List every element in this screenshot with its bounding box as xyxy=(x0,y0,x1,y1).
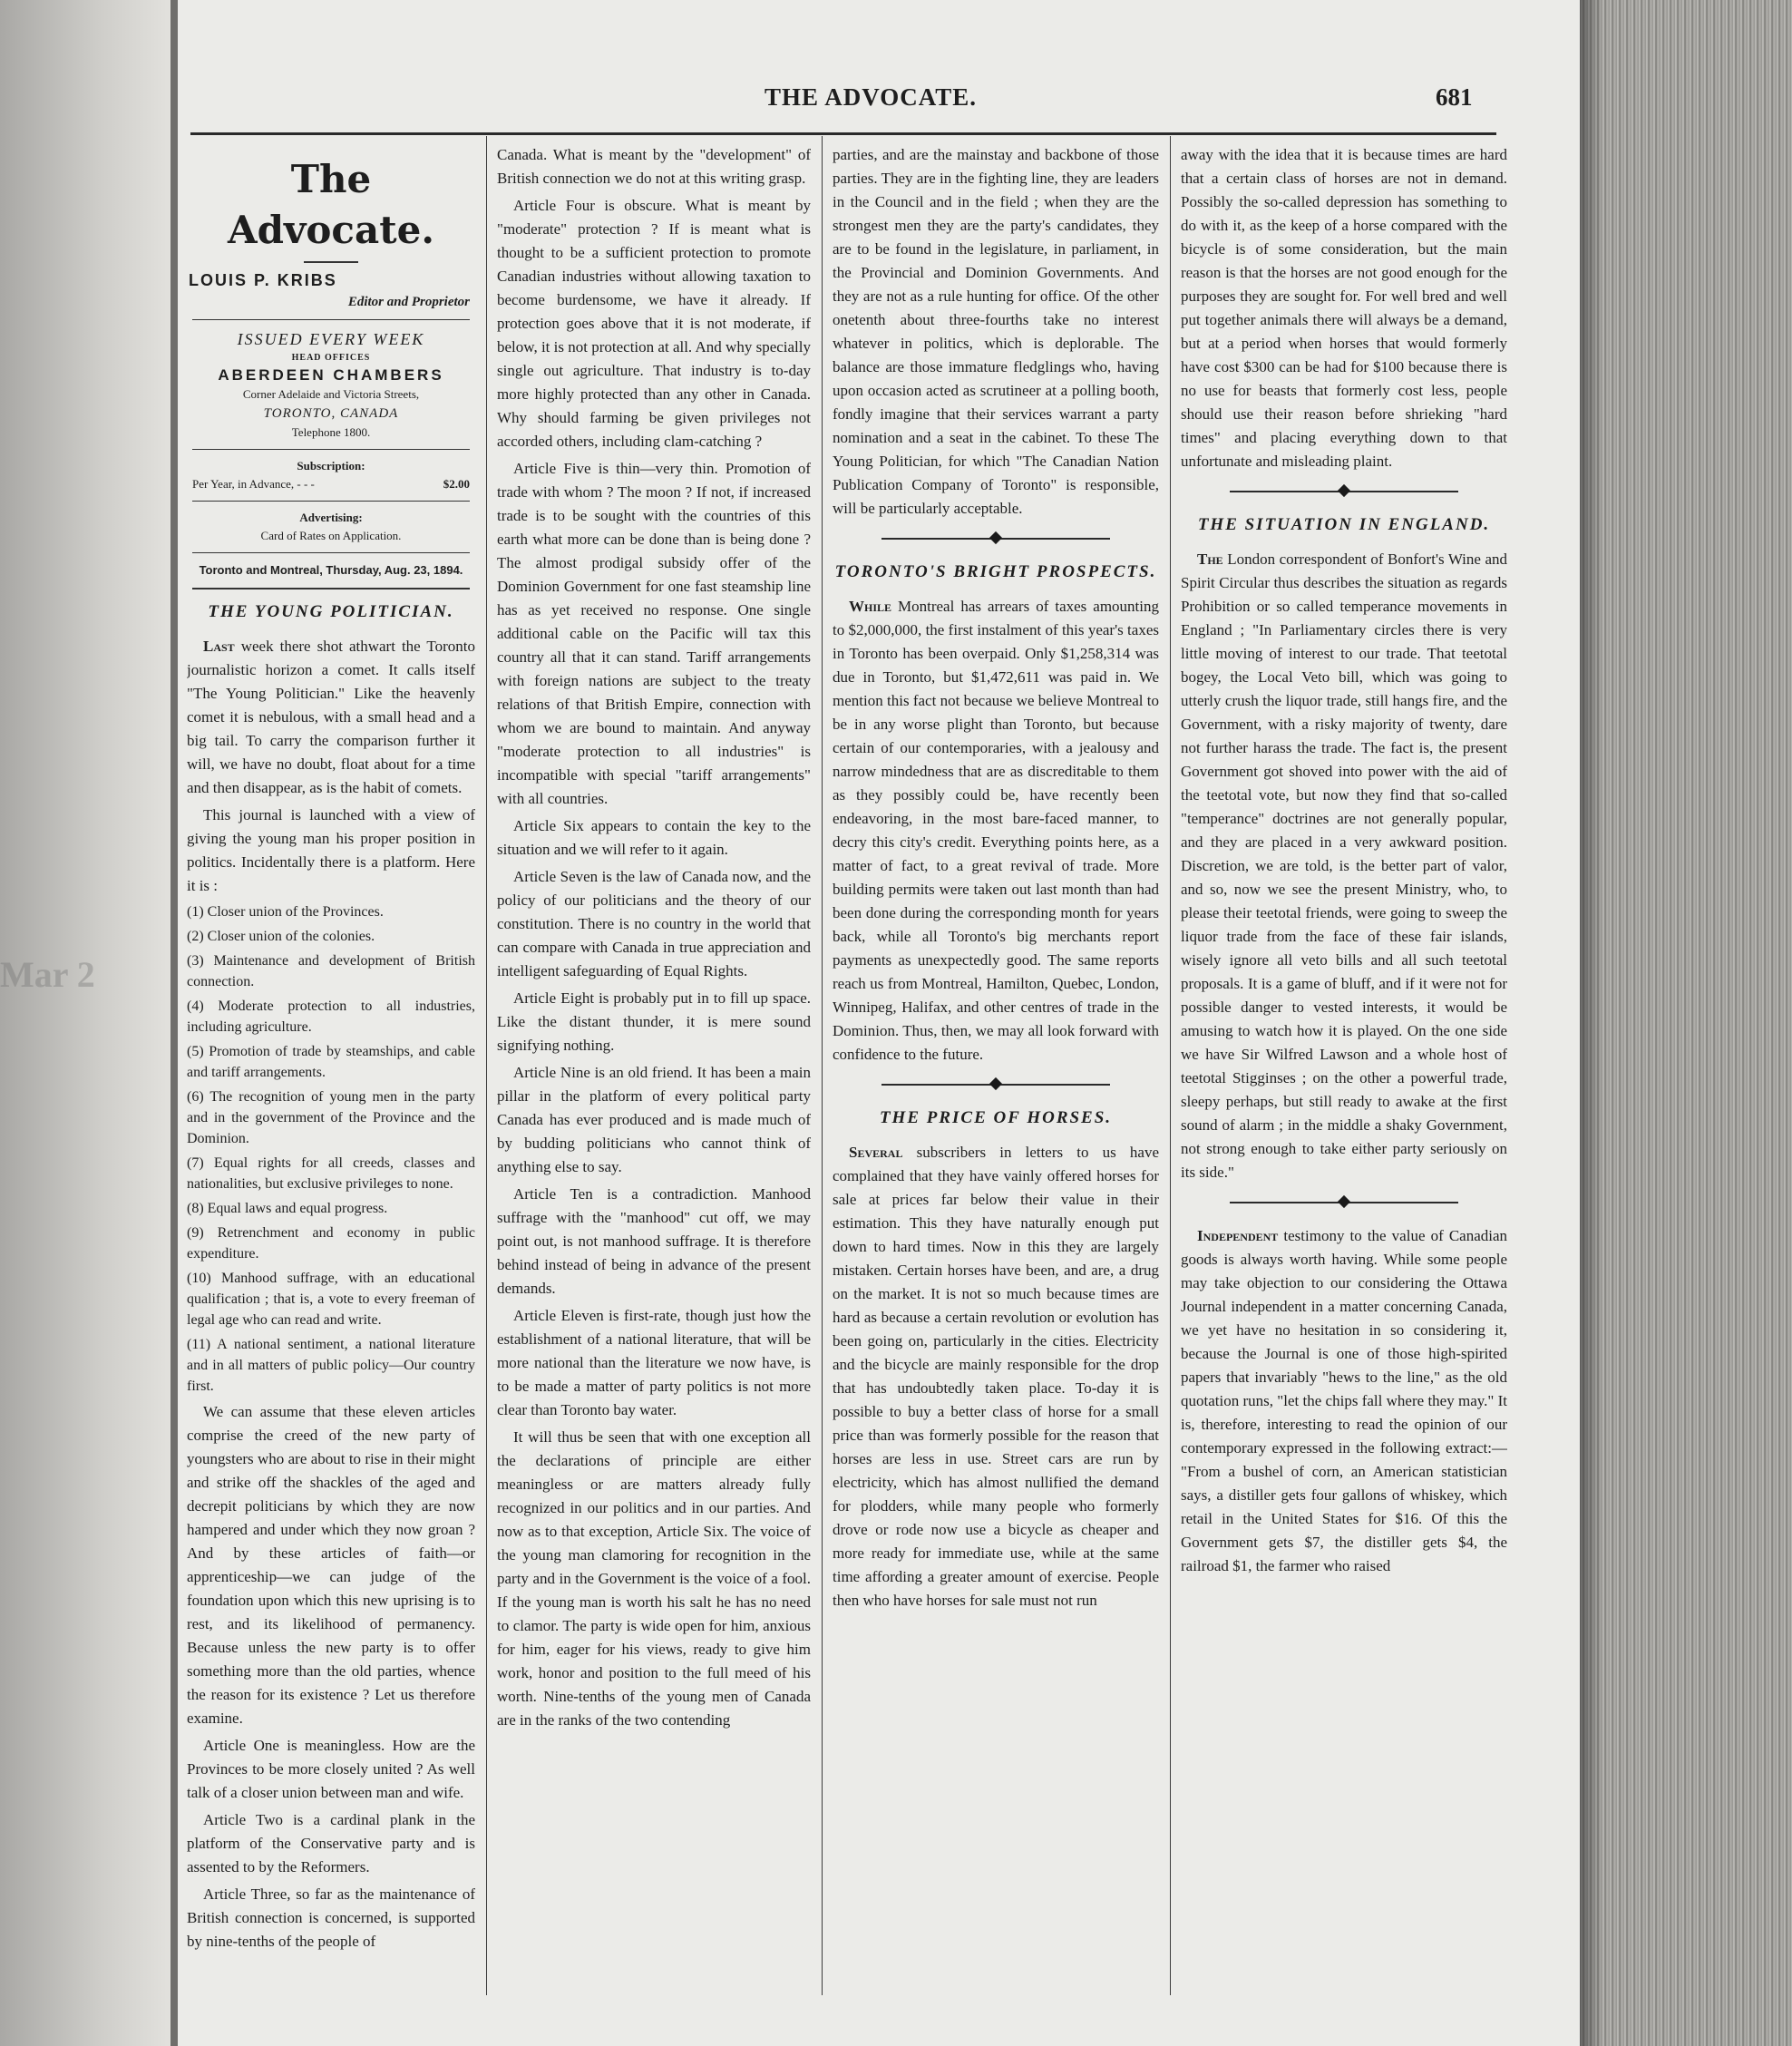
article-paragraph: Article Seven is the law of Canada now, and the policy of our politicians and the theory of our constitution. There is no country in the world that can compare with Canada in true appreciation and intelligent safeguarding of Equal Rights. xyxy=(497,868,811,979)
article-heading: THE PRICE OF HORSES. xyxy=(879,1108,1113,1127)
book-gutter xyxy=(170,0,178,2046)
running-head: THE ADVOCATE. xyxy=(765,83,977,111)
column-rule xyxy=(1170,136,1171,1995)
platform-item: (3) Maintenance and development of British connection. xyxy=(187,953,475,989)
advertising-text: Card of Rates on Application. xyxy=(260,529,402,542)
advertising-label: Advertising: xyxy=(299,511,363,524)
column-rule xyxy=(822,136,823,1995)
page-edge-shadow xyxy=(1580,0,1603,2046)
article-paragraph: This journal is launched with a view of giving the young man his proper position in politics. Incidentally there is a platform. Here it is : xyxy=(187,806,475,894)
subscription-row xyxy=(187,475,475,493)
article-heading: TORONTO'S BRIGHT PROSPECTS. xyxy=(834,562,1157,581)
previous-page-edge xyxy=(0,0,172,2046)
article-paragraph xyxy=(1181,1224,1507,1578)
subscription-label: Subscription: xyxy=(297,459,365,473)
lead-word: The xyxy=(1197,550,1223,568)
column-2 xyxy=(497,143,811,1957)
article-paragraph: Article Ten is a contradiction. Manhood suffrage with the "manhood" cut off, we may point out, is not manhood suffrage. It is therefore behind instead of being in advance of the present demands. xyxy=(497,1185,811,1297)
platform-item: (4) Moderate protection to all industries, including agriculture. xyxy=(187,999,475,1035)
lead-word: Independent xyxy=(1197,1227,1279,1244)
dateline: Toronto and Montreal, Thursday, Aug. 23, 1894. xyxy=(199,563,463,577)
previous-page-fragment: Mar 2 xyxy=(0,954,95,995)
masthead-rule xyxy=(192,501,470,502)
platform-item: (6) The recognition of young men in the party and in the government of the Province and the Dominion. xyxy=(187,1089,475,1146)
editor-role: Editor and Proprietor xyxy=(347,295,470,309)
telephone: Telephone 1800. xyxy=(291,425,371,439)
masthead xyxy=(187,154,475,589)
paragraph-text: London correspondent of Bonfort's Wine and Spirit Circular thus describes the situation as regards Prohibition or so called temperance movements in England ; "In Parliamentary circles there is very little moving of interest to our trade. That teetotal bogey, the Local Veto bill, which was going to utterly crush the liquor trade, still hangs fire, and the Government, with a risky majority of twenty, dare not further harass the trade. The fact is, the present Government got shoved into power with the aid of the teetotal vote, but now they find that so-called "temperance" doctrines are not generally popular, and they are placed in a very awkward position. Discretion, we are told, is the better part of valor, and so, now we see the present Ministry, who, to please their teetotal friends, were going to sweep the liquor trade from the face of these fair islands, wisely ignore all veto bills and all such teetotal proposals. It is a game of bluff, and if it were not for possible danger to vested interests, it would be amusing to watch how it is played. On the one side we have Sir Wilfred Lawson and a whole host of teetotal Stigginses ; on the other a powerful trade, sleepy perhaps, but still ready to awake at the first sound of alarm ; in the middle a shaky Government, not strong enough to take either party seriously on its side." xyxy=(1181,550,1507,1181)
masthead-title: The Advocate. xyxy=(228,157,434,252)
masthead-rule xyxy=(192,319,470,320)
article-heading: THE YOUNG POLITICIAN. xyxy=(208,602,454,621)
subscription-text: Per Year, in Advance, - - - xyxy=(192,477,315,491)
column-3 xyxy=(833,143,1159,1957)
platform-item: (7) Equal rights for all creeds, classes and nationalities, but exclusive privileges to none. xyxy=(187,1155,475,1192)
section-ornament xyxy=(1230,1194,1458,1212)
lead-word: While xyxy=(849,598,892,615)
article-paragraph: Article Two is a cardinal plank in the platform of the Conservative party and is assented to by the Reformers. xyxy=(187,1811,475,1876)
platform-item: (11) A national sentiment, a national literature and in all matters of public policy—Our country first. xyxy=(187,1337,475,1394)
paragraph-text: Montreal has arrears of taxes amounting to $2,000,000, the first instalment of this year's taxes in Toronto has been overpaid. Only $1,258,314 was due in Toronto, but $1,472,611 was paid in. We mention this fact not because we believe Montreal to be in any worse plight than Toronto, but because certain of our contemporaries, with a jealousy and narrow mindedness that are as discreditable to them as they possibly could be, have recently been endeavoring, in the most bare-faced manner, to decry this city's credit. Everything points here, as a matter of fact, to a great revival of trade. More building permits were taken out last month than had been done during the corresponding month for years back, while all Toronto's big merchants report payments as unexpectedly good. The same reports reach us from Montreal, Hamilton, Quebec, London, Winnipeg, Halifax, and other centres of trade in the Dominion. Thus, then, we may all look forward with confidence to the future. xyxy=(833,598,1159,1063)
head-offices-label: HEAD OFFICES xyxy=(291,353,371,363)
page-number: 681 xyxy=(1436,83,1473,111)
article-paragraph: Article Eight is probably put in to fill up space. Like the distant thunder, it is mere sound signifying nothing. xyxy=(497,989,811,1054)
header-rule xyxy=(190,132,1496,135)
article-paragraph: Article One is meaningless. How are the Provinces to be more closely united ? As well talk of a closer union between man and wife. xyxy=(187,1737,475,1801)
section-ornament xyxy=(881,1076,1110,1094)
article-paragraph: Canada. What is meant by the "development" of British connection we do not at this writing grasp. xyxy=(497,146,811,187)
aberdeen-chambers: ABERDEEN CHAMBERS xyxy=(218,366,444,384)
platform-item: (1) Closer union of the Provinces. xyxy=(187,904,384,920)
masthead-rule xyxy=(192,449,470,450)
article-heading: THE SITUATION IN ENGLAND. xyxy=(1197,515,1491,534)
article-paragraph xyxy=(187,635,475,800)
section-ornament xyxy=(1230,482,1458,501)
page-stack-edges xyxy=(1580,0,1792,2046)
article-paragraph: We can assume that these eleven articles comprise the creed of the new party of youngsters who are about to rise in their might and strike off the shackles of the aged and decrepit politicians by which they are now hampered and under which they now groan ? And by these articles of faith—or apprenticeship—we can judge of the foundation upon which this new uprising is to rest, and its likelihood of permanency. Because unless the new party is to offer something more than the old parties, whence the reason for its existence ? Let us therefore examine. xyxy=(187,1403,475,1727)
masthead-rule xyxy=(192,588,470,589)
column-rule xyxy=(486,136,487,1995)
subscription-price: $2.00 xyxy=(443,477,470,491)
lead-word: Several xyxy=(849,1144,903,1161)
article-paragraph xyxy=(833,595,1159,1067)
paragraph-text: testimony to the value of Canadian goods is always worth having. While some people may take objection to our considering the Ottawa Journal independent in a matter concerning Canada, we yet have no hesitation in so considering it, because the Journal is one of those high-spirited papers that invariably "hews to the line," as the old quotation runs, "let the chips fall where they may." It is, therefore, interesting to read the opinion of our contemporary expressed in the following extract:— "From a bushel of corn, an American statistician says, a distiller gets four gallons of whiskey, which retail in the United States for $16. Of this the Government gets $7, the distiller gets $4, the railroad $1, the farmer who raised xyxy=(1181,1227,1507,1574)
platform-item: (10) Manhood suffrage, with an educational qualification ; that is, a vote to every freeman of legal age who can read and write. xyxy=(187,1271,475,1328)
editor-name: LOUIS P. KRIBS xyxy=(189,271,337,289)
section-ornament xyxy=(881,530,1110,548)
office-city: TORONTO, CANADA xyxy=(263,406,399,421)
article-paragraph: away with the idea that it is because times are hard that a certain class of horses are not in demand. Possibly the so-called depression has something to do with it, as the keep of a horse compared with the bicycle is of some consideration, but the main reason is that the horses are not good enough for the purposes they are sought for. For well bred and well put together animals there will always be a demand, but at a period when horses that would formerly have cost $300 can be had for $100 because there is no use for beasts that formerly cost less, people should use their reason before shrieking "hard times" and placing everything down to that unfortunate and misleading plaint. xyxy=(1181,146,1507,470)
article-paragraph: parties, and are the mainstay and backbone of those parties. They are in the fighting line, they are leaders in the Council and in the field ; when they are the strongest men they are the party's candidates, they are to be found in the legislature, in parliament, in the Provincial and Dominion Governments. And they are not as a rule hunting for office. Of the other onetenth about three-fourths take no interest whatever in politics, which is deplorable. The balance are those immature fledglings who, having upon occasion acted as scrutineer at a polling booth, fondly imagine that their services warrant a party nomination and a seat in the cabinet. To these The Young Politician, for which "The Canadian Nation Publication Company of Toronto" is responsible, will be particularly acceptable. xyxy=(833,146,1159,517)
article-paragraph xyxy=(1181,548,1507,1184)
article-paragraph: Article Five is thin—very thin. Promotion of trade with whom ? The moon ? If not, if increased trade is to be sought with the countries of this earth what more can be done than is being done ? The almost prodigal subsidy offer of the Dominion Government for one fast steamship line has as yet received no response. One single additional cable on the Pacific will tax this country all that it can stand. Tariff arrangements with foreign nations are subject to the treaty relations of that British Empire, connection with whom we are bound to maintain. And anyway "moderate protection to all industries" is incompatible with special "tariff arrangements" with all countries. xyxy=(497,460,811,807)
article-paragraph: It will thus be seen that with one exception all the declarations of principle are either meaningless or are matters already fully recognized in our politics and in our parties. And now as to that exception, Article Six. The voice of the young man clamoring for recognition in the party and in the Government is the voice of a fool. If the young man is worth his salt he has no need to clamor. The party is wide open for him, anxious for him, eager for his views, ready to give him work, honor and position to the full meed of his worth. Nine-tenths of the young men of Canada are in the ranks of the two contending xyxy=(497,1428,811,1729)
article-paragraph: Article Nine is an old friend. It has been a main pillar in the platform of every political party Canada has ever produced and is made much of by budding politicians who cannot think of anything else to say. xyxy=(497,1064,811,1175)
article-paragraph: Article Three, so far as the maintenance of British connection is concerned, is supported by nine-tenths of the people of xyxy=(187,1885,475,1950)
lead-word: Last xyxy=(203,638,235,655)
platform-item: (8) Equal laws and equal progress. xyxy=(187,1201,388,1216)
paragraph-text: week there shot athwart the Toronto journalistic horizon a comet. It calls itself "The Young Politician." Like the heavenly comet it is nebulous, with a small head and a big tail. To carry the comparison further it will, we have no doubt, float about for a time and then disappear, as is the habit of comets. xyxy=(187,638,475,796)
office-address: Corner Adelaide and Victoria Streets, xyxy=(242,387,420,401)
article-paragraph: Article Eleven is first-rate, though just how the establishment of a national literature, that will be more national than the literature we now have, is to be made a matter of party politics is not more clear than Toronto bay water. xyxy=(497,1307,811,1418)
column-1 xyxy=(187,143,475,1957)
article-paragraph: Article Four is obscure. What is meant by "moderate" protection ? If is meant what is thought to be a sufficient protection to promote Canadian industries without allowing taxation to become burdensome, we have it already. If protection goes above that it is not moderate, if below, it is not protection at all. And why specially single out agriculture. That industry is to-day more highly protected than any other in Canada. Why should farming be given privileges not accorded others, including clam-catching ? xyxy=(497,197,811,450)
paragraph-text: subscribers in letters to us have complained that they have vainly offered horses for sale at prices far below their value in their estimation. This they have naturally enough put down to hard times. Now in this they are largely mistaken. Certain horses have been, and are, a drug on the market. It is not so much because times are hard as because a certain revolution or evolution has been going on, particularly in the cities. Electricity and the bicycle are mainly responsible for the drop that has undoubtedly taken place. To-day it is possible to buy a better class of horse for a small price than was formerly possible for the reason that horses are less in use. Street cars are run by electricity, which has almost nullified the demand for plodders, while many people who formerly drove or rode now use a bicycle as cheaper and more ready for immediate use, while at the same time affording a greater amount of exercise. People then who have horses for sale must not run xyxy=(833,1144,1159,1609)
masthead-divider xyxy=(304,261,358,263)
platform-item: (9) Retrenchment and economy in public expenditure. xyxy=(187,1225,475,1262)
article-paragraph xyxy=(833,1141,1159,1612)
masthead-rule xyxy=(192,552,470,553)
article-paragraph: Article Six appears to contain the key to the situation and we will refer to it again. xyxy=(497,817,811,858)
platform-item: (5) Promotion of trade by steamships, and cable and tariff arrangements. xyxy=(187,1044,475,1080)
column-4 xyxy=(1181,143,1507,1957)
issued-every-week: ISSUED EVERY WEEK xyxy=(237,330,425,348)
platform-item: (2) Closer union of the colonies. xyxy=(187,929,375,944)
